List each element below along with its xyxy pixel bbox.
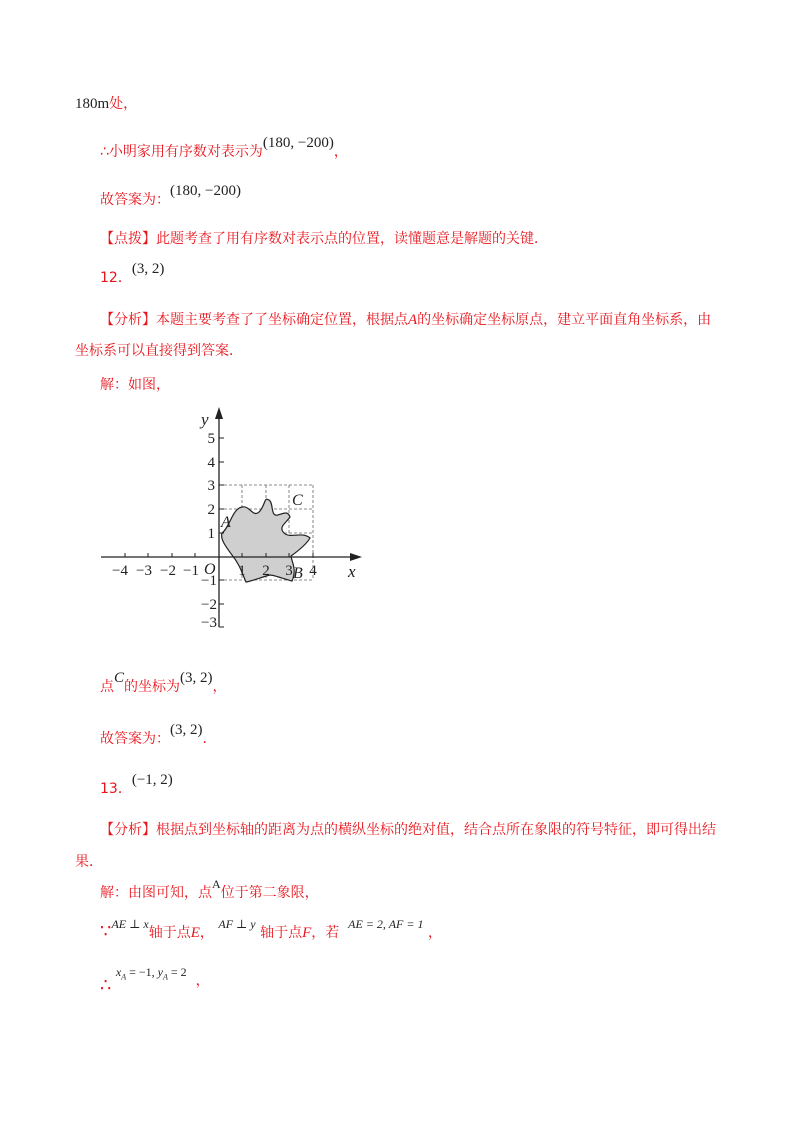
statement-text: ∴小明家用有序数对表示为 <box>100 144 263 160</box>
y-tick-label: 5 <box>207 431 215 447</box>
ordered-pair-math: (180, −200) <box>262 135 334 151</box>
distance-value: 180m <box>75 96 110 112</box>
x-axis-label: x <box>348 562 356 581</box>
line-answer-11 <box>100 183 241 210</box>
point-e: E <box>190 925 200 941</box>
x-tick-label: 1 <box>238 563 246 579</box>
answer-math: (3, 2) <box>170 722 203 738</box>
origin-label: O <box>204 561 216 578</box>
solution-var: A <box>212 877 221 891</box>
line-end-punct: ， <box>195 973 210 989</box>
distance-values: AE = 2, AF = 1 <box>348 917 424 931</box>
solution-text: 解：如图， <box>100 377 170 393</box>
line-point-c <box>100 670 227 697</box>
x-tick-label: −1 <box>183 563 199 579</box>
line-180m <box>75 94 137 114</box>
point-label-b: B <box>293 565 303 582</box>
coordinate-figure <box>96 405 366 635</box>
x-tick-label: 4 <box>309 563 317 579</box>
line-end-punct: ， <box>427 925 442 941</box>
solution-text-a: 解：由图可知，点 <box>100 885 212 901</box>
line-end-punct: ， <box>333 144 348 160</box>
analysis-12-line2 <box>75 341 243 361</box>
answer-label: 故答案为： <box>100 731 170 747</box>
perpendicular-af: AF ⊥ y <box>218 917 256 931</box>
math-mid: = −1, <box>126 965 158 979</box>
line-end-punct: ， <box>212 679 227 695</box>
analysis-var: A <box>408 312 418 328</box>
question-12 <box>100 261 165 288</box>
coordinate-result <box>115 965 187 982</box>
question-answer: (3, 2) <box>131 261 165 277</box>
solution-label <box>100 375 170 395</box>
therefore-symbol: ∴ <box>100 975 112 996</box>
question-13 <box>100 772 173 799</box>
answer-label: 故答案为： <box>100 192 170 208</box>
perpendicular-ae: AE ⊥ x <box>111 917 149 931</box>
math-x-sub: A <box>121 972 127 982</box>
line-end-punct: ． <box>202 731 217 747</box>
analysis-text-a: 【分析】本题主要考查了了坐标确定位置，根据点 <box>100 312 408 328</box>
y-axis-label: y <box>201 410 209 429</box>
point-label-a: A <box>221 514 231 531</box>
x-tick-label: −2 <box>160 563 176 579</box>
line-tip <box>100 229 548 249</box>
because-text: 轴于点 <box>260 925 303 941</box>
math-y-sub: A <box>163 972 168 982</box>
y-tick-label: 3 <box>207 478 215 494</box>
analysis-13-line1 <box>100 820 716 840</box>
analysis-text: 【分析】根据点到坐标轴的距离为点的横纵坐标的绝对值，结合点所在象限的符号特征，即可得出结 <box>100 822 716 838</box>
tip-text: 【点拨】此题考查了用有序数对表示点的位置，读懂题意是解题的关键． <box>100 231 548 247</box>
line-answer-12 <box>100 722 217 749</box>
analysis-text-end: 果． <box>75 854 103 870</box>
math-x: x <box>115 965 122 979</box>
because-comma: ， <box>199 925 214 941</box>
point-prefix: 点 <box>100 679 114 695</box>
point-f: F <box>302 925 312 941</box>
math-end: = 2 <box>167 965 187 979</box>
y-tick-label: −2 <box>201 597 217 613</box>
answer-math: (180, −200) <box>170 183 241 199</box>
y-tick-label: −1 <box>201 573 217 589</box>
x-tick-label: 2 <box>262 563 270 579</box>
solution-13 <box>100 877 319 903</box>
because-line <box>100 917 442 943</box>
point-mid: 的坐标为 <box>124 679 181 695</box>
x-axis-arrow <box>350 553 362 561</box>
y-tick-label: 2 <box>207 502 215 518</box>
point-coordinate: (3, 2) <box>180 670 213 686</box>
analysis-text-b: 的坐标确定坐标原点，建立平面直角坐标系，由 <box>417 312 712 328</box>
because-symbol: ∵ <box>100 921 112 942</box>
y-tick-marks <box>219 438 224 627</box>
analysis-12-line1 <box>100 310 711 330</box>
analysis-text-c: 坐标系可以直接得到答案． <box>75 343 243 359</box>
y-tick-label: −3 <box>201 615 217 631</box>
y-tick-label: 4 <box>207 455 215 471</box>
analysis-13-line2 <box>75 852 103 872</box>
x-tick-label: 3 <box>285 563 293 579</box>
solution-text-b: 位于第二象限， <box>220 885 319 901</box>
question-number: 12． <box>100 270 132 286</box>
x-tick-label: −4 <box>112 563 128 579</box>
y-tick-label: 1 <box>207 526 215 542</box>
question-number: 13． <box>100 781 132 797</box>
point-var: C <box>114 670 125 686</box>
line-suffix: 处， <box>109 96 138 112</box>
math-y: y <box>157 965 163 979</box>
question-answer: (−1, 2) <box>131 772 173 788</box>
because-text: 轴于点 <box>148 925 191 941</box>
y-axis-arrow <box>215 407 223 419</box>
x-tick-label: −3 <box>136 563 152 579</box>
point-label-c: C <box>292 492 303 509</box>
line-ordered-pair <box>100 135 348 162</box>
because-if: ，若 <box>311 925 340 941</box>
therefore-line <box>100 965 210 996</box>
